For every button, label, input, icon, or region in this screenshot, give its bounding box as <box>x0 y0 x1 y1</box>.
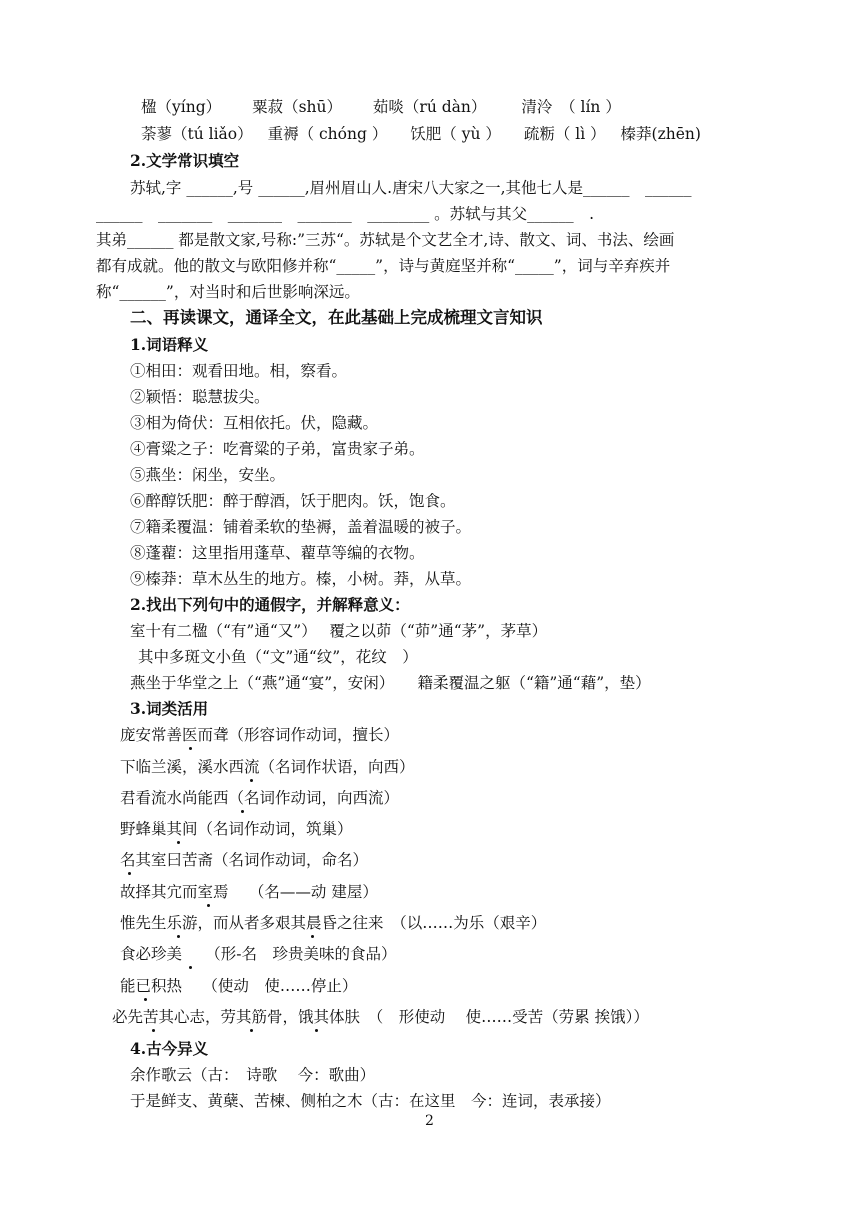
page-number: 2 <box>425 1113 434 1129</box>
cilei-line: 必先苦其心志，劳其筋骨，饿其体肤 （ 形使动 使……受苦（劳累 挨饿）） <box>112 1008 649 1026</box>
vocab-item: ④膏粱之子：吃膏粱的子弟，富贵家子弟。 <box>130 440 425 458</box>
emphasis-dot <box>177 841 180 844</box>
pinyin-item: 榛莽(zhēn) <box>620 125 701 143</box>
vocab-item: ②颖悟：聪慧拔尖。 <box>130 388 270 406</box>
emphasis-dot <box>241 810 244 813</box>
tongjia-line: 室十有二楹（“有”通“又”） 覆之以茆（“茆”通“茅”，茅草） <box>130 622 548 640</box>
vocab-item: ⑦籍柔覆温：铺着柔软的垫褥，盖着温暖的被子。 <box>130 518 472 536</box>
cilei-line: 下临兰溪，溪水西流（名词作状语，向西） <box>120 758 415 776</box>
vocab-item: ⑥醉醇饫肥：醉于醇酒，饫于肥肉。饫，饱食。 <box>130 492 456 510</box>
pinyin-row-2 <box>141 123 701 145</box>
tongjia-line: 燕坐于华堂之上（“燕”通“宴”，安闲） 籍柔覆温之躯（“籍”通“藉”，垫） <box>130 674 651 692</box>
emphasis-dot <box>250 1029 253 1032</box>
pinyin-item: 荼蓼（tú liǎo） <box>141 125 253 143</box>
part-title: 二、再读课文，通译全文，在此基础上完成梳理文言知识 <box>130 308 543 327</box>
gujin-line: 余作歌云（古： 诗歌 今：歌曲） <box>130 1066 376 1084</box>
fill-blank-line: 都有成就。他的散文与欧阳修并称“_____”，诗与黄庭坚并称“_____”，词与辛弃疾并 <box>96 257 671 275</box>
cilei-line: 故择其宂而室焉 （名——动 建屋） <box>120 883 378 901</box>
vocab-item: ⑧蓬藋：这里指用蓬草、藋草等编的衣物。 <box>130 544 425 562</box>
gujin-line: 于是鲜支、黄蘖、苦楝、侧柏之木（古：在这里 今：连词，表承接） <box>130 1092 611 1110</box>
cilei-line: 名其室曰苦斋（名词作动词，命名） <box>120 851 369 869</box>
emphasis-dot <box>189 747 192 750</box>
vocab-item: ③相为倚伏：互相依托。伏，隐藏。 <box>130 414 379 432</box>
emphasis-dot <box>152 1029 155 1032</box>
vocab-item: ⑨榛莽：草木丛生的地方。榛，小树。莽，从草。 <box>130 570 472 588</box>
emphasis-dot <box>250 779 253 782</box>
emphasis-dot <box>144 998 147 1001</box>
fill-blank-line: 称“______”，对当时和后世影响深远。 <box>96 283 360 301</box>
section-heading-gujin: 4.古今异义 <box>130 1039 209 1058</box>
emphasis-dot <box>177 935 180 938</box>
fill-blank-line: 苏轼,字 ______,号 ______,眉州眉山人.唐宋八大家之一,其他七人是______ ______ <box>130 179 692 197</box>
cilei-line: 食必珍美 （形-名 珍贵美味的食品） <box>120 945 397 963</box>
pinyin-item: 粟菽（shū） <box>252 98 342 116</box>
pinyin-item: 清泠 （ lín ） <box>521 98 621 116</box>
emphasis-dot <box>128 872 131 875</box>
vocab-item: ①相田：观看田地。相，察看。 <box>130 362 348 380</box>
tongjia-line: 其中多斑文小鱼（“文”通“纹”，花纹 ） <box>138 648 418 666</box>
pinyin-item: 楹（yíng） <box>141 98 222 116</box>
emphasis-dot <box>207 904 210 907</box>
section-heading-vocab: 1.词语释义 <box>130 335 209 354</box>
fill-blank-line: ______ _______ _______ _______ ________ 。苏轼与其父______ . <box>96 205 595 223</box>
section-heading-tongjia: 2.找出下列句中的通假字，并解释意义： <box>130 595 410 614</box>
emphasis-dot <box>315 1029 318 1032</box>
pinyin-item: 饫肥（ yù ） <box>410 125 501 143</box>
cilei-line: 能已积热 （使动 使……停止） <box>120 977 358 995</box>
emphasis-dot <box>311 935 314 938</box>
cilei-line: 惟先生乐游，而从者多艰其晨昏之往来 （以……为乐（艰辛） <box>120 914 547 932</box>
cilei-line: 野蜂巢其间（名词作动词，筑巢） <box>120 820 353 838</box>
cilei-line: 庞安常善医而聋（形容词作动词，擅长） <box>120 726 400 744</box>
pinyin-item: 疏粝（ lì ） <box>523 125 606 143</box>
fill-blank-line: 其弟______ 都是散文家,号称:”三苏“。苏轼是个文艺全才,诗、散文、词、书法、绘画 <box>96 231 675 249</box>
cilei-line: 君看流水尚能西（名词作动词，向西流） <box>120 789 400 807</box>
pinyin-row-1 <box>141 96 621 118</box>
section-heading-cilei: 3.词类活用 <box>130 699 209 718</box>
pinyin-item: 重褥（ chóng ） <box>267 125 388 143</box>
pinyin-item: 茹啖（rú dàn） <box>372 98 487 116</box>
section-heading-literature: 2.文学常识填空 <box>130 151 240 170</box>
vocab-item: ⑤燕坐：闲坐，安坐。 <box>130 466 286 484</box>
emphasis-dot <box>189 966 192 969</box>
